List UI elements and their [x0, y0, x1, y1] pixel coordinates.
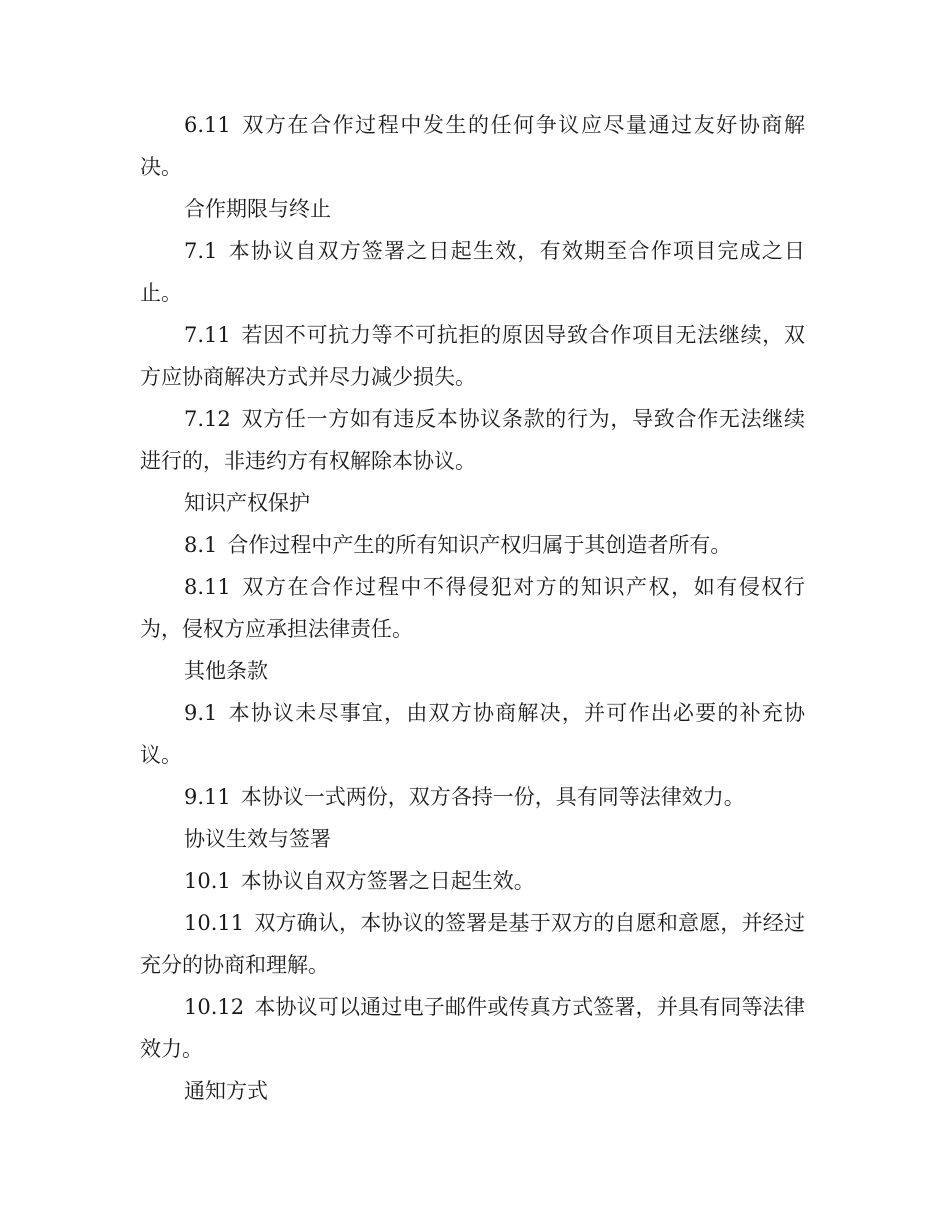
clause-text: 本协议自双方签署之日起生效。 — [240, 869, 535, 893]
clause-number: 6.11 — [184, 113, 231, 137]
clause-number: 9.1 — [184, 701, 218, 725]
clause-9-1 — [140, 692, 805, 776]
section-heading: 通知方式 — [184, 1079, 268, 1103]
clause-7-1 — [140, 230, 805, 314]
clause-number: 9.11 — [184, 785, 231, 809]
clause-10-11 — [140, 902, 805, 986]
clause-number: 10.1 — [184, 869, 231, 893]
clause-text: 本协议未尽事宜，由双方协商解决，并可作出必要的补充协议。 — [140, 701, 805, 767]
clause-9-11 — [140, 776, 805, 818]
clause-7-11 — [140, 314, 805, 398]
section-heading: 协议生效与签署 — [184, 827, 331, 851]
clause-number: 7.12 — [184, 407, 231, 431]
clause-text: 本协议可以通过电子邮件或传真方式签署，并具有同等法律效力。 — [140, 995, 805, 1061]
clause-10-12 — [140, 986, 805, 1070]
clause-text: 双方任一方如有违反本协议条款的行为，导致合作无法继续进行的，非违约方有权解除本协议。 — [140, 407, 805, 473]
clause-8-1 — [140, 524, 805, 566]
clause-text: 本协议自双方签署之日起生效，有效期至合作项目完成之日止。 — [140, 239, 805, 305]
section-heading: 其他条款 — [184, 659, 268, 683]
section-heading: 知识产权保护 — [184, 491, 310, 515]
clause-number: 10.12 — [184, 995, 245, 1019]
clause-10-1 — [140, 860, 805, 902]
clause-number: 8.1 — [184, 533, 218, 557]
clause-8-11 — [140, 566, 805, 650]
clause-number: 7.11 — [184, 323, 231, 347]
clause-7-12 — [140, 398, 805, 482]
clause-number: 8.11 — [184, 575, 231, 599]
clause-number: 10.11 — [184, 911, 245, 935]
clause-6-11 — [140, 104, 805, 188]
clause-text: 双方确认，本协议的签署是基于双方的自愿和意愿，并经过充分的协商和理解。 — [140, 911, 805, 977]
clause-text: 双方在合作过程中发生的任何争议应尽量通过友好协商解决。 — [140, 113, 805, 179]
section-heading: 合作期限与终止 — [184, 197, 331, 221]
clause-text: 本协议一式两份，双方各持一份，具有同等法律效力。 — [240, 785, 745, 809]
document-body — [140, 104, 805, 1112]
clause-text: 双方在合作过程中不得侵犯对方的知识产权，如有侵权行为，侵权方应承担法律责任。 — [140, 575, 805, 641]
clause-text: 若因不可抗力等不可抗拒的原因导致合作项目无法继续，双方应协商解决方式并尽力减少损失。 — [140, 323, 805, 389]
clause-number: 7.1 — [184, 239, 218, 263]
clause-text: 合作过程中产生的所有知识产权归属于其创造者所有。 — [227, 533, 732, 557]
